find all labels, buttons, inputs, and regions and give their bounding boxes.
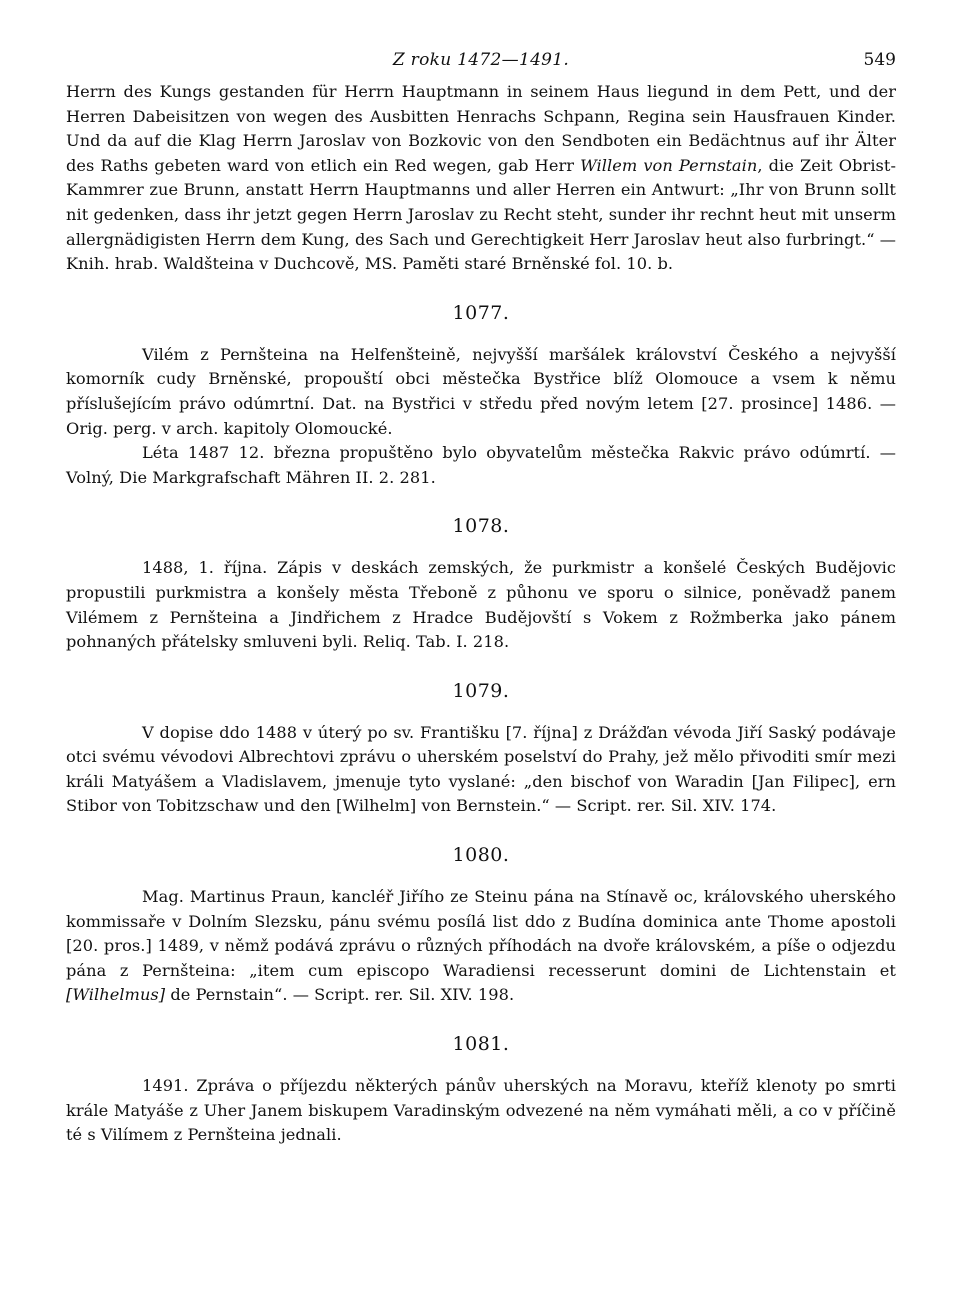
page xyxy=(66,50,896,1148)
intro-name: Willem von Pernstain xyxy=(580,155,758,175)
entry-1081-paragraph-1: 1491. Zpráva o příjezdu některých pánův uherských na Moravu, kteříž klenoty po smrti krále Matyáše z Uher Janem biskupem Varadinským odvezené na něm vymáhati měli, a co v příčině té s Vilímem z Pernšteina jednali. xyxy=(66,1076,896,1145)
entry-1080-paragraph-1 xyxy=(66,885,896,1008)
entry-number-1079: 1079. xyxy=(452,679,510,702)
intro-text-a: Herrn des Kungs gestanden für Herrn Hauptmann in seinem Haus liegund in dem Pett, und der Herren Dabeisitzen von wegen des Ausbitten Henrachs Schpann, Regina sein Hausfrauen Kinder. Und da auf die Klag Herrn Jaroslav von Bozkovic von den Sendboten ein Bedächtnus auf ihr Älter des Raths gebeten ward von etlich ein Red wegen, gab Herr xyxy=(66,82,896,175)
entry-1078-paragraph-1: 1488, 1. října. Zápis v deskách zemských, že purkmistr a konšelé Českých Budějovic propustili purkmistra a konšely města Třeboně z půhonu ve sporu o silnice, poněvadž panem Vilémem z Pernšteina a Jindřichem z Hradce Budějovští s Vokem z Rožmberka jako pánem pohnaných přátelsky smluveni byli. Reliq. Tab. I. 218. xyxy=(66,558,896,652)
intro-text-b: , die Zeit Obrist-Kammrer zue Brunn, anstatt Herrn Hauptmanns und aller Herren ein Antwurt: „Ihr von Brunn sollt nit gedenken, dass ihr jetzt gegen Herrn Jaroslav zu Recht steht, sunder ihr rechnt heut mit unserm allergnädigisten Herrn dem Kung, des Sach und Gerechtigkeit Herr Jaroslav heut also furbringt.“ — Knih. hrab. Waldšteina v Duchcově, MS. Paměti staré Brněnské fol. 10. b. xyxy=(66,155,896,274)
running-title: Z roku 1472—1491. xyxy=(392,50,570,70)
entry-1080-name: [Wilhelmus] xyxy=(66,985,166,1005)
entry-1080-text-b: de Pernstain“. — Script. rer. Sil. XIV. 198. xyxy=(165,985,515,1005)
entry-1077-heading-box xyxy=(66,277,896,343)
entry-1080-text-a: Mag. Martinus Praun, kancléř Jiřího ze Steinu pána na Stínavě oc, královského uherského kommissaře v Dolním Slezsku, pánu svému posílá list ddo z Budína dominica ante Thome apostoli [20. pros.] 1489, v němž podává zprávu o různých příhodách na dvoře královském, a píše o odjezdu pána z Pernšteina: „item cum episcopo Waradiensi recesserunt domini de Lichtenstain et xyxy=(66,887,896,980)
entry-1077-paragraph-2: Léta 1487 12. března propuštěno bylo obyvatelům městečka Rakvic právo odúmrtí. — Volný, Die Markgrafschaft Mähren II. 2. 281. xyxy=(66,443,896,487)
entry-number-1081: 1081. xyxy=(452,1033,510,1056)
entry-1079-paragraph-1: V dopise ddo 1488 v úterý po sv. Františku [7. října] z Drážďan vévoda Jiří Saský podávaje otci svému vévodovi Albrechtovi zprávu o uherském poselství do Prahy, jež mělo přivoditi smír mezi králi Matyášem a Vladislavem, jmenuje tyto vyslané: „den bischof von Waradin [Jan Filipec], ern Stibor von Tobitzschaw und den [Wilhelm] von Bernstein.“ — Script. rer. Sil. XIV. 174. xyxy=(66,722,896,816)
entry-1077-paragraph-1: Vilém z Pernšteina na Helfenšteině, nejvyšší maršálek království Českého a nejvyšší komorník cudy Brněnské, propouští obci městečka Bystřice blíž Olomouce a vsem k němu příslušejícím právo odúmrtní. Dat. na Bystřici v středu před novým letem [27. prosince] 1486. — Orig. perg. v arch. kapitoly Olomoucké. xyxy=(66,344,896,438)
entry-number-1080: 1080. xyxy=(452,844,510,867)
intro-paragraph xyxy=(66,80,896,277)
entry-1080-heading-box xyxy=(66,819,896,885)
entry-1078-heading-box xyxy=(66,490,896,556)
page-number: 549 xyxy=(863,50,896,70)
entry-1081-heading-box xyxy=(66,1008,896,1074)
entry-number-1078: 1078. xyxy=(452,515,510,538)
running-head xyxy=(66,50,896,80)
entry-number-1077: 1077. xyxy=(452,301,510,324)
entry-1079-heading-box xyxy=(66,655,896,721)
